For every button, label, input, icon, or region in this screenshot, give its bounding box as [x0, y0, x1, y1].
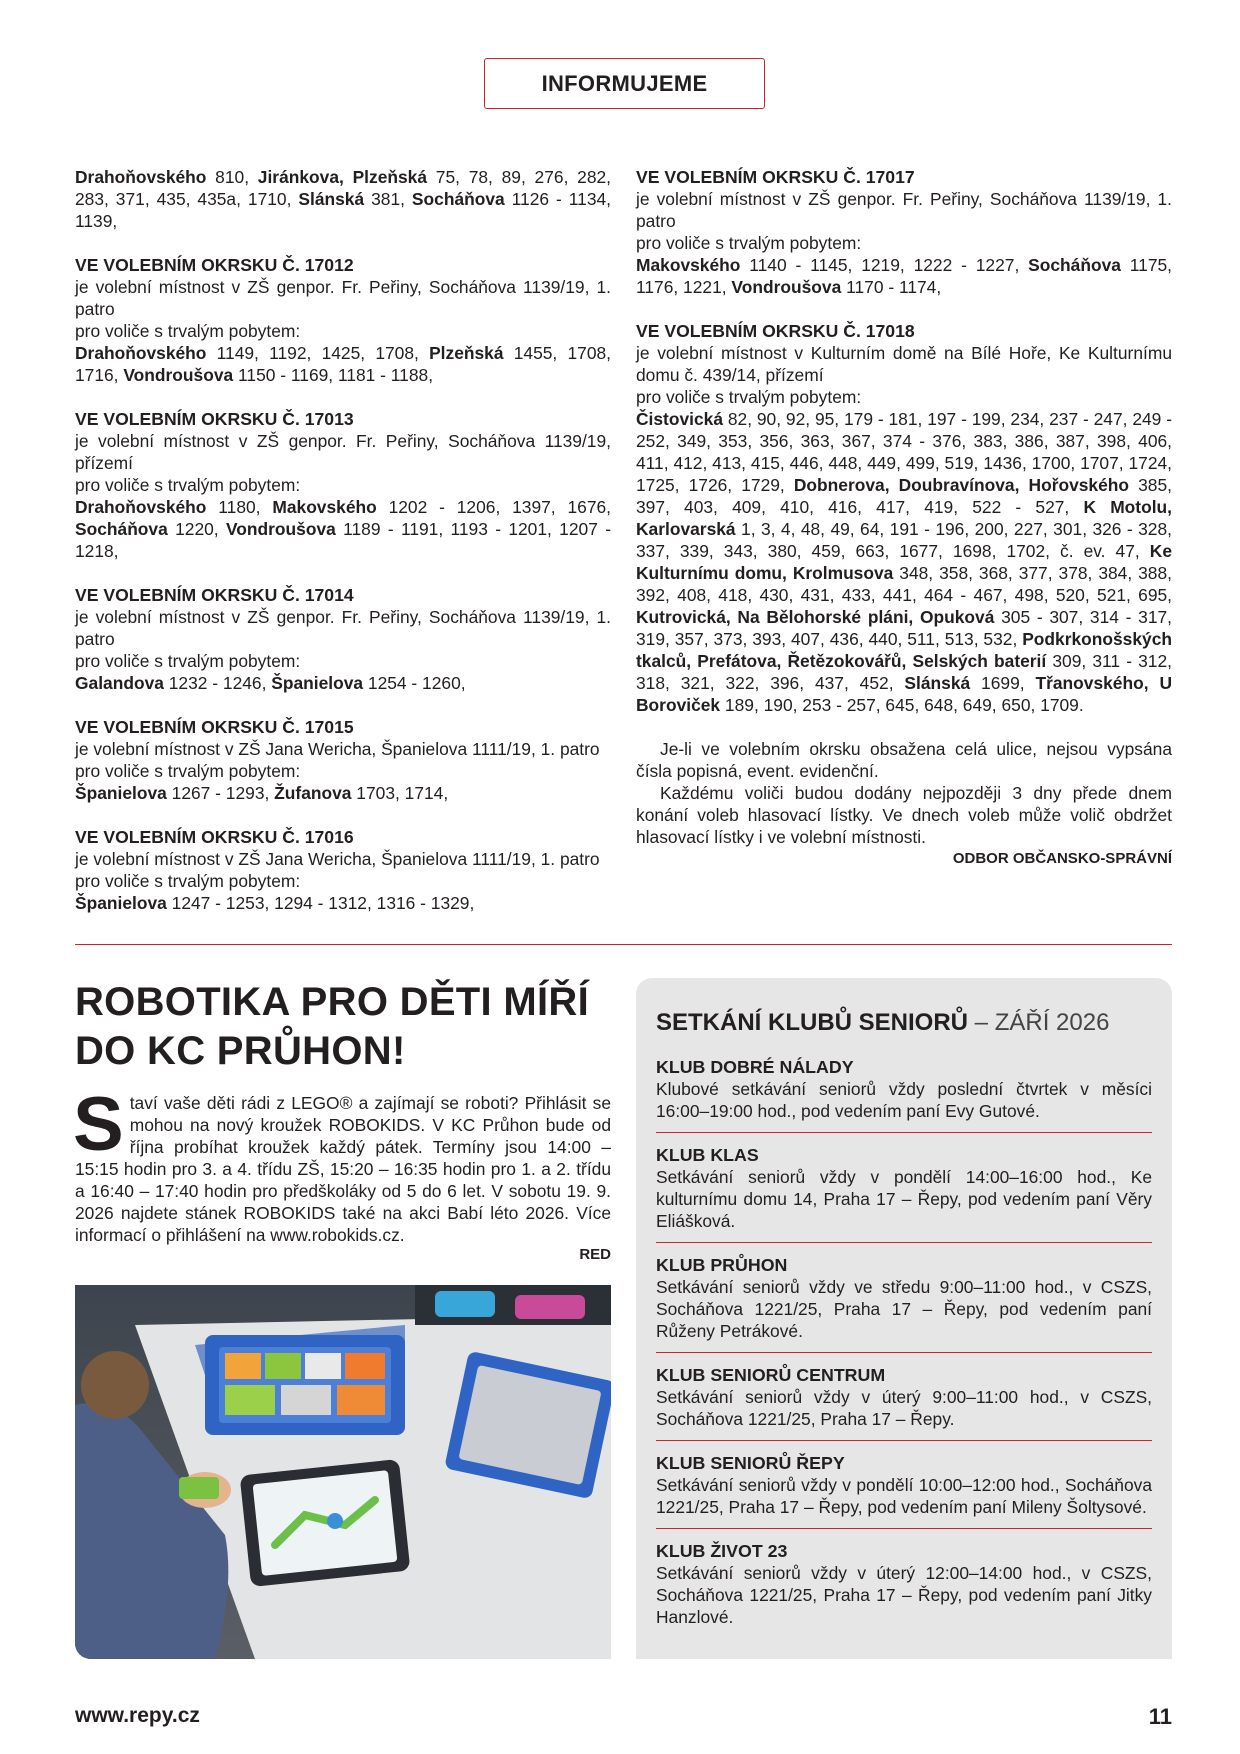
drop-cap: S [73, 1082, 124, 1167]
text-run: 1150 - 1169, 1181 - 1188, [233, 365, 434, 385]
section-divider [75, 944, 1172, 945]
district-line [75, 474, 611, 496]
club-separator [656, 1440, 1152, 1441]
text-run: je volební místnost v Kulturním domě na Bílé Hoře, Ke Kulturnímu domu č. 439/14, přízemí [636, 343, 1172, 385]
club-entry [656, 1254, 1152, 1342]
text-run: 1, 3, 4, 48, 49, 64, 191 - 196, 200, 227, 301, 326 - 328, 337, 339, 343, 380, 459, 663, 1677, 1698, 1702, č. ev. 47, [636, 519, 1172, 561]
text-run: pro voliče s trvalým pobytem: [75, 651, 301, 671]
district-line [75, 738, 611, 760]
text-run: pro voliče s trvalým pobytem: [75, 871, 301, 891]
street-name: Socháňova [75, 519, 168, 539]
district-line [75, 606, 611, 650]
district-line [75, 672, 611, 694]
text-run: pro voliče s trvalým pobytem: [75, 761, 301, 781]
street-name: Makovského [272, 497, 377, 517]
club-description: Setkávání seniorů vždy v pondělí 14:00–16:00 hod., Ke kulturnímu domu 14, Praha 17 – Řepy, pod vedením paní Věry Eliášková. [656, 1167, 1152, 1231]
district-line [636, 254, 1172, 298]
article-title [75, 978, 615, 1076]
senior-clubs-panel [636, 978, 1172, 1659]
text-run: 309, 311 - 312, 318, 321, 322, 396, 437, 452, [636, 651, 1172, 693]
right-sections [636, 166, 1172, 716]
text-run: 1149, 1192, 1425, 1708, [206, 343, 430, 363]
text-run: je volební místnost v ZŠ genpor. Fr. Peřiny, Socháňova 1139/19, 1. patro [636, 189, 1172, 231]
street-name: Makovského [636, 255, 741, 275]
text-run: je volební místnost v ZŠ Jana Wericha, Španielova 1111/19, 1. patro [75, 739, 600, 759]
polling-district [75, 254, 611, 386]
article-text: taví vaše děti rádi z LEGO® a zajímají se roboti? Přihlásit se mohou na nový kroužek ROBOKIDS. V KC Průhon bude od října probíhat kroužek každý pátek. Termíny jsou 14:00 – 15:15 hodin pro 3. a 4. třídu ZŠ, 15:20 – 16:35 hodin pro 1. a 2. třídu a 16:40 – 17:40 hodin pro předškoláky od 5 do 6 let. V sobotu 19. 9. 2026 najdete stánek ROBOKIDS také na akci Babí léto 2026. Více informací o přihlášení na www.robokids.cz. [75, 1093, 611, 1245]
text-run: 75, 78, 89, 276, 282, 283, 371, 435, 435a, 1710, [75, 167, 612, 209]
text-run: pro voliče s trvalým pobytem: [75, 475, 301, 495]
district-title: VE VOLEBNÍM OKRSKU Č. 17013 [75, 409, 354, 429]
district-line [636, 188, 1172, 232]
district-title: VE VOLEBNÍM OKRSKU Č. 17017 [636, 167, 915, 187]
district-title: VE VOLEBNÍM OKRSKU Č. 17015 [75, 717, 354, 737]
district-line [75, 166, 611, 232]
footer-url[interactable]: www.repy.cz [75, 1704, 200, 1727]
club-separator [656, 1132, 1152, 1133]
note-paragraph: Každému voliči budou dodány nejpozději 3 dny přede dnem konání voleb hlasovací lístky. Ve dnech voleb může volič obdržet hlasovací lístky i ve volební místnosti. [636, 783, 1172, 847]
polling-district [75, 584, 611, 694]
street-name: Španielova [271, 673, 364, 693]
text-run: 305 - 307, 314 - 317, 319, 357, 373, 393, 407, 436, 440, 511, 513, 532, [636, 607, 1172, 649]
district-line [636, 342, 1172, 386]
club-description: Setkávání seniorů vždy v úterý 9:00–11:00 hod., v CSZS, Socháňova 1221/25, Praha 17 – Řepy. [656, 1387, 1152, 1429]
street-name: Podkrkonošských tkalců, Prefátova, Řetězokovářů, Selských baterií [636, 629, 1172, 671]
club-description: Klubové setkávání seniorů vždy poslední čtvrtek v měsíci 16:00–19:00 hod., pod vedením paní Evy Gutové. [656, 1079, 1152, 1121]
text-run: je volební místnost v ZŠ genpor. Fr. Peřiny, Socháňova 1139/19, 1. patro [75, 277, 611, 319]
polling-district [75, 826, 611, 914]
text-run: 82, 90, 92, 95, 179 - 181, 197 - 199, 234, 237 - 247, 249 - 252, 349, 353, 356, 363, 367, 374 - 376, 383, 386, 387, 398, 406, 411, 412, 413, 415, 446, 448, 449, 499, 519, 1436, 1700, 1707, 1724, 1725, 1726, 1729, [636, 409, 1172, 495]
text-run: je volební místnost v ZŠ genpor. Fr. Peřiny, Socháňova 1139/19, 1. patro [75, 607, 611, 649]
text-run: 1455, 1708, 1716, [75, 343, 612, 385]
street-name: Třanovského, U Boroviček [636, 673, 1173, 715]
district-line [75, 430, 611, 474]
club-entry [656, 1452, 1152, 1518]
district-line [636, 408, 1172, 716]
note-paragraph: Je-li ve volebním okrsku obsažena celá ulice, nejsou vypsána čísla popisná, event. evidenční. [636, 739, 1172, 781]
district-line [75, 848, 611, 870]
street-name: Drahoňovského [75, 167, 207, 187]
district-title: VE VOLEBNÍM OKRSKU Č. 17018 [636, 321, 915, 341]
street-name: Dobnerova, Doubravínova, Hořovského [793, 475, 1130, 495]
club-name: KLUB DOBRÉ NÁLADY [656, 1057, 854, 1077]
district-line [636, 386, 1172, 408]
club-name: KLUB KLAS [656, 1145, 759, 1165]
street-name: Vondroušova [123, 365, 234, 385]
club-entry [656, 1056, 1152, 1122]
article-title-line: DO KC PRŮHON! [75, 1029, 406, 1073]
text-run: 1703, 1714, [351, 783, 449, 803]
polling-district [75, 166, 611, 232]
district-line [75, 650, 611, 672]
article-title-line: ROBOTIKA PRO DĚTI MÍŘÍ [75, 980, 590, 1024]
district-title: VE VOLEBNÍM OKRSKU Č. 17016 [75, 827, 354, 847]
district-line [636, 232, 1172, 254]
club-description: Setkávání seniorů vždy v úterý 12:00–14:00 hod., v CSZS, Socháňova 1221/25, Praha 17 – Řepy, pod vedením paní Jitky Hanzlové. [656, 1563, 1152, 1627]
street-name: Socháňova [411, 189, 505, 209]
club-separator [656, 1528, 1152, 1529]
street-name: Španielova [75, 893, 167, 913]
district-line [75, 870, 611, 892]
page-number: 11 [1148, 1704, 1172, 1729]
polling-district [75, 408, 611, 562]
text-run: 1189 - 1191, 1193 - 1201, 1207 - 1218, [75, 519, 611, 561]
panel-title [656, 1008, 1152, 1038]
street-name: Socháňova [1028, 255, 1121, 275]
district-line [75, 760, 611, 782]
district-title: VE VOLEBNÍM OKRSKU Č. 17012 [75, 255, 354, 275]
street-name: Slánská [904, 673, 971, 693]
panel-title-date: – ZÁŘÍ 2026 [968, 1009, 1110, 1036]
club-separator [656, 1352, 1152, 1353]
club-name: KLUB SENIORŮ ŘEPY [656, 1453, 845, 1473]
article-body [73, 1082, 611, 1246]
street-name: K Motolu, Karlovarská [636, 497, 1173, 539]
text-run: pro voliče s trvalým pobytem: [636, 233, 862, 253]
text-run: je volební místnost v ZŠ Jana Wericha, Španielova 1111/19, 1. patro [75, 849, 600, 869]
club-entry [656, 1364, 1152, 1430]
text-run: 189, 190, 253 - 257, 645, 648, 649, 650, 1709. [720, 695, 1084, 715]
district-line [75, 342, 611, 386]
street-name: Drahoňovského [75, 497, 207, 517]
text-run: 1126 - 1134, 1139, [75, 189, 611, 231]
polling-district [636, 320, 1172, 716]
district-title: VE VOLEBNÍM OKRSKU Č. 17014 [75, 585, 354, 605]
district-line [75, 320, 611, 342]
street-name: Slánská [298, 189, 365, 209]
street-name: Plzeňská [429, 343, 504, 363]
article-author: RED [579, 1246, 611, 1263]
street-name: Galandova [75, 673, 164, 693]
street-name: Žufanova [274, 783, 352, 803]
text-run: pro voliče s trvalým pobytem: [75, 321, 301, 341]
section-header: INFORMUJEME [484, 58, 765, 109]
text-run: 381, [364, 189, 412, 209]
club-name: KLUB ŽIVOT 23 [656, 1541, 788, 1561]
text-run: 1232 - 1246, [163, 673, 272, 693]
text-run: pro voliče s trvalým pobytem: [636, 387, 862, 407]
text-run: 1202 - 1206, 1397, 1676, [376, 497, 611, 517]
text-run: 1170 - 1174, [841, 277, 942, 297]
text-run: 1140 - 1145, 1219, 1222 - 1227, [740, 255, 1029, 275]
street-name: Vondroušova [731, 277, 842, 297]
left-column [75, 166, 611, 914]
panel-title-main: SETKÁNÍ KLUBŮ SENIORŮ [656, 1009, 969, 1036]
club-entry [656, 1144, 1152, 1232]
street-name: Čistovická [636, 409, 723, 429]
street-name: Kutrovická, Na Bělohorské pláni, Opuková [636, 607, 995, 627]
street-name: Vondroušova [225, 519, 336, 539]
polling-district [75, 716, 611, 804]
text-run: je volební místnost v ZŠ genpor. Fr. Peřiny, Socháňova 1139/19, přízemí [75, 431, 611, 473]
text-run: 348, 358, 368, 377, 378, 384, 388, 392, 408, 418, 430, 431, 433, 441, 464 - 467, 498, 520, 521, 695, [636, 563, 1172, 605]
signature: ODBOR OBČANSKO-SPRÁVNÍ [952, 850, 1172, 867]
club-name: KLUB SENIORŮ CENTRUM [656, 1365, 886, 1385]
text-run: 385, 397, 403, 409, 410, 416, 417, 419, 522 - 527, [636, 475, 1172, 517]
street-name: Jiránkova, Plzeňská [257, 167, 428, 187]
club-name: KLUB PRŮHON [656, 1255, 788, 1275]
text-run: 1247 - 1253, 1294 - 1312, 1316 - 1329, [166, 893, 475, 913]
text-run: 810, [206, 167, 258, 187]
club-entry [656, 1540, 1152, 1628]
article-photo [75, 1285, 611, 1659]
street-name: Ke Kulturnímu domu, Krolmusova [636, 541, 1172, 583]
polling-district [636, 166, 1172, 298]
club-list [656, 1056, 1152, 1628]
text-run: 1180, [206, 497, 273, 517]
district-line [75, 892, 611, 914]
text-run: 1254 - 1260, [363, 673, 466, 693]
district-line [75, 276, 611, 320]
district-line [75, 782, 611, 804]
text-run: 1267 - 1293, [166, 783, 275, 803]
club-description: Setkávání seniorů vždy v pondělí 10:00–12:00 hod., Socháňova 1221/25, Praha 17 – Řepy, pod vedením paní Mileny Šoltysové. [656, 1475, 1152, 1517]
street-name: Drahoňovského [75, 343, 207, 363]
district-line [75, 496, 611, 562]
children-lego-robotics-photo [75, 1285, 611, 1659]
right-column [636, 166, 1172, 870]
street-name: Španielova [75, 783, 167, 803]
club-separator [656, 1242, 1152, 1243]
club-description: Setkávání seniorů vždy ve středu 9:00–11:00 hod., v CSZS, Socháňova 1221/25, Praha 17 – Řepy, pod vedením paní Růženy Petrákové. [656, 1277, 1152, 1341]
text-run: 1699, [970, 673, 1036, 693]
text-run: 1220, [167, 519, 226, 539]
text-run: 1175, 1176, 1221, [636, 255, 1173, 297]
